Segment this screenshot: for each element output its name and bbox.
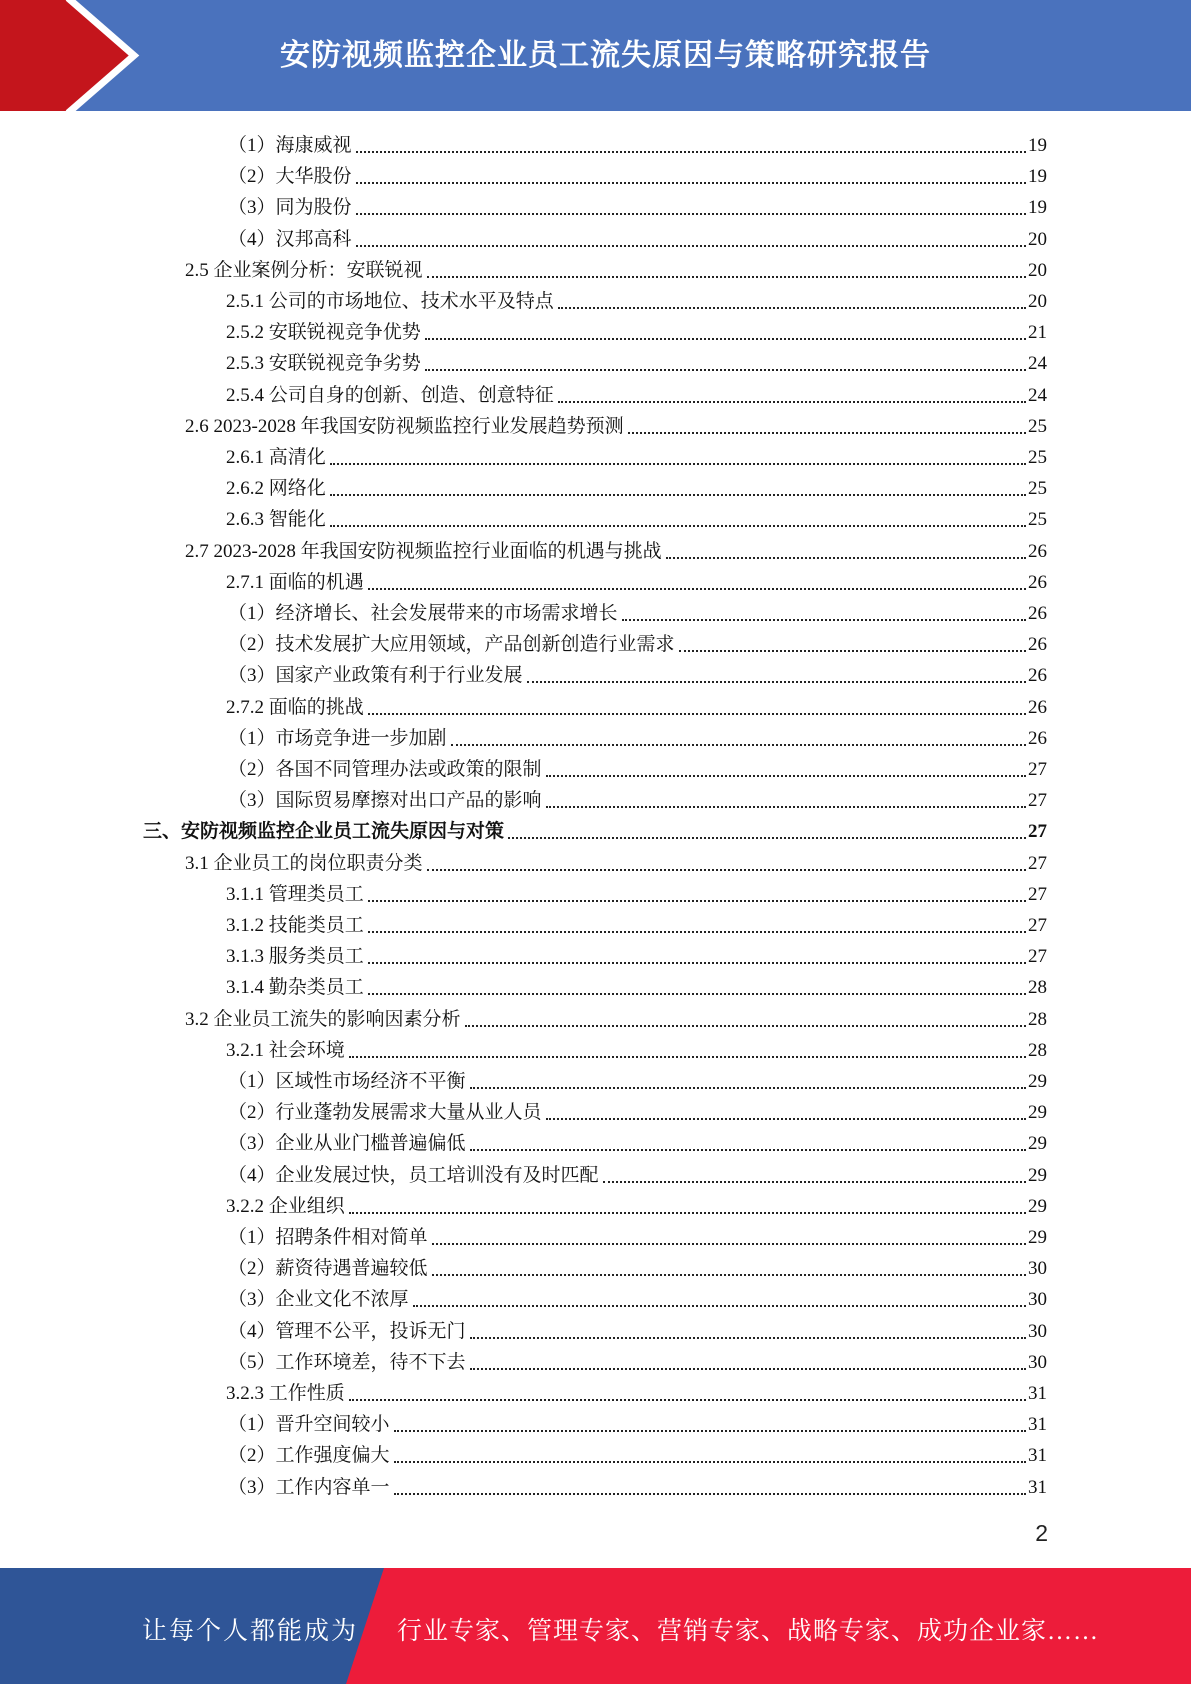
toc-entry-page: 30 <box>1028 1321 1047 1342</box>
toc-entry[interactable] <box>226 439 1047 470</box>
toc-entry-page: 29 <box>1028 1227 1047 1248</box>
toc-entry-page: 30 <box>1028 1352 1047 1373</box>
dot-leader <box>330 494 1026 496</box>
toc-entry-page: 21 <box>1028 322 1047 343</box>
dot-leader <box>394 1430 1026 1432</box>
toc-entry-page: 29 <box>1028 1102 1047 1123</box>
dot-leader <box>628 432 1026 434</box>
toc-entry-title: （3）企业文化不浓厚 <box>228 1289 409 1310</box>
dot-leader <box>330 463 1026 465</box>
toc-entry-title: （1）招聘条件相对简单 <box>228 1227 428 1248</box>
dot-leader <box>368 993 1026 995</box>
toc-entry-title: （2）各国不同管理办法或政策的限制 <box>228 759 542 780</box>
toc-entry-title: 2.7 2023-2028 年我国安防视频监控行业面临的机遇与挑战 <box>185 541 662 562</box>
footer-slogan-left: 让每个人都能成为 <box>142 1618 359 1645</box>
toc-entry[interactable] <box>228 657 1047 688</box>
toc-entry-page: 25 <box>1028 447 1047 468</box>
dot-leader <box>425 369 1026 371</box>
toc-entry-page: 29 <box>1028 1133 1047 1154</box>
toc-entry-title: （2）行业蓬勃发展需求大量从业人员 <box>228 1102 542 1123</box>
toc-entry-page: 29 <box>1028 1165 1047 1186</box>
toc-entry[interactable] <box>226 1188 1047 1219</box>
dot-leader <box>427 276 1026 278</box>
dot-leader <box>368 713 1026 715</box>
toc-entry-page: 27 <box>1028 884 1047 905</box>
dot-leader <box>527 681 1026 683</box>
toc-entry-page: 30 <box>1028 1258 1047 1279</box>
toc-entry[interactable] <box>228 127 1047 158</box>
toc-entry-title: 3.2.2 企业组织 <box>226 1196 345 1217</box>
toc-entry[interactable] <box>228 1094 1047 1125</box>
toc-entry-page: 31 <box>1028 1445 1047 1466</box>
toc-entry[interactable] <box>226 345 1047 376</box>
toc-entry-page: 27 <box>1028 915 1047 936</box>
dot-leader <box>679 650 1026 652</box>
toc-entry-title: 3.1 企业员工的岗位职责分类 <box>185 853 423 874</box>
toc-entry-title: 3.1.2 技能类员工 <box>226 915 364 936</box>
toc-entry-page: 31 <box>1028 1414 1047 1435</box>
toc-entry[interactable] <box>228 782 1047 813</box>
toc-entry-page: 27 <box>1028 790 1047 811</box>
toc-entry[interactable] <box>228 1313 1047 1344</box>
toc-entry-title: （3）工作内容单一 <box>228 1477 390 1498</box>
toc-entry[interactable] <box>226 1375 1047 1406</box>
toc-entry[interactable] <box>185 252 1047 283</box>
page-header <box>0 0 1191 111</box>
toc-entry-title: 2.5.2 安联锐视竞争优势 <box>226 322 421 343</box>
toc-entry-title: （3）企业从业门槛普遍偏低 <box>228 1133 466 1154</box>
toc-entry-title: （1）海康威视 <box>228 135 352 156</box>
toc-entry-page: 20 <box>1028 291 1047 312</box>
dot-leader <box>368 931 1026 933</box>
toc-entry-page: 26 <box>1028 697 1047 718</box>
toc-entry-title: （1）区域性市场经济不平衡 <box>228 1071 466 1092</box>
toc-entry[interactable] <box>228 1157 1047 1188</box>
toc-entry[interactable] <box>226 470 1047 501</box>
dot-leader <box>558 307 1026 309</box>
toc-entry-title: 2.5.3 安联锐视竞争劣势 <box>226 353 421 374</box>
toc-entry[interactable] <box>143 813 1047 844</box>
toc-entry-title: （3）同为股份 <box>228 197 352 218</box>
toc-entry-page: 31 <box>1028 1477 1047 1498</box>
toc-entry-title: （3）国际贸易摩擦对出口产品的影响 <box>228 790 542 811</box>
toc-entry-title: 3.2.3 工作性质 <box>226 1383 345 1404</box>
report-title: 安防视频监控企业员工流失原因与策略研究报告 <box>280 38 931 73</box>
dot-leader <box>546 806 1026 808</box>
toc-entry-title: 3.2 企业员工流失的影响因素分析 <box>185 1009 461 1030</box>
toc-entry[interactable] <box>228 595 1047 626</box>
page-footer <box>0 1568 1191 1684</box>
dot-leader <box>330 525 1026 527</box>
toc-entry[interactable] <box>228 720 1047 751</box>
dot-leader <box>470 1337 1026 1339</box>
toc-entry-page: 24 <box>1028 353 1047 374</box>
toc-entry-title: 2.6.2 网络化 <box>226 478 326 499</box>
toc-entry[interactable] <box>226 938 1047 969</box>
toc-entry[interactable] <box>226 314 1047 345</box>
dot-leader <box>465 1025 1026 1027</box>
toc-entry-title: （4）企业发展过快，员工培训没有及时匹配 <box>228 1165 599 1186</box>
dot-leader <box>356 151 1026 153</box>
toc-entry[interactable] <box>228 1125 1047 1156</box>
toc-entry-title: 2.7.1 面临的机遇 <box>226 572 364 593</box>
page-number: 2 <box>1035 1520 1048 1546</box>
toc-entry-page: 19 <box>1028 135 1047 156</box>
toc-entry-page: 24 <box>1028 385 1047 406</box>
toc-entry-title: 2.6.1 高清化 <box>226 447 326 468</box>
toc-entry[interactable] <box>185 408 1047 439</box>
dot-leader <box>425 338 1026 340</box>
toc-entry[interactable] <box>185 845 1047 876</box>
dot-leader <box>546 775 1026 777</box>
dot-leader <box>508 837 1026 839</box>
toc-entry-page: 25 <box>1028 509 1047 530</box>
toc-entry-page: 19 <box>1028 166 1047 187</box>
toc-entry-title: （3）国家产业政策有利于行业发展 <box>228 665 523 686</box>
toc-entry-title: 2.5 企业案例分析：安联锐视 <box>185 260 423 281</box>
toc-entry-page: 26 <box>1028 665 1047 686</box>
toc-entry[interactable] <box>226 501 1047 532</box>
dot-leader <box>368 588 1026 590</box>
toc-entry-title: 2.5.1 公司的市场地位、技术水平及特点 <box>226 291 554 312</box>
toc-entry-page: 27 <box>1028 759 1047 780</box>
toc-entry[interactable] <box>228 1437 1047 1468</box>
toc-entry-title: 2.5.4 公司自身的创新、创造、创意特征 <box>226 385 554 406</box>
toc-entry[interactable] <box>185 533 1047 564</box>
toc-entry-title: （5）工作环境差，待不下去 <box>228 1352 466 1373</box>
toc-entry-page: 26 <box>1028 603 1047 624</box>
toc-entry-page: 29 <box>1028 1071 1047 1092</box>
toc-entry-page: 25 <box>1028 478 1047 499</box>
dot-leader <box>558 401 1026 403</box>
toc-entry-title: 2.6.3 智能化 <box>226 509 326 530</box>
dot-leader <box>432 1274 1026 1276</box>
toc-entry-page: 26 <box>1028 634 1047 655</box>
toc-entry-page: 26 <box>1028 728 1047 749</box>
toc-entry-page: 30 <box>1028 1289 1047 1310</box>
toc-entry-page: 27 <box>1028 946 1047 967</box>
toc-entry-title: （2）薪资待遇普遍较低 <box>228 1258 428 1279</box>
toc-entry[interactable] <box>226 564 1047 595</box>
toc-entry[interactable] <box>228 1281 1047 1312</box>
dot-leader <box>394 1461 1026 1463</box>
toc-entry[interactable] <box>185 1001 1047 1032</box>
dot-leader <box>349 1399 1026 1401</box>
dot-leader <box>394 1493 1026 1495</box>
dot-leader <box>356 213 1026 215</box>
toc-entry-title: 2.6 2023-2028 年我国安防视频监控行业发展趋势预测 <box>185 416 624 437</box>
toc-entry-title: （1）晋升空间较小 <box>228 1414 390 1435</box>
toc-entry-title: 3.1.4 勤杂类员工 <box>226 977 364 998</box>
footer-slogan-right: 行业专家、管理专家、营销专家、战略专家、成功企业家…… <box>397 1618 1100 1645</box>
toc-entry-title: （4）汉邦高科 <box>228 229 352 250</box>
toc-entry-title: 2.7.2 面临的挑战 <box>226 697 364 718</box>
dot-leader <box>451 744 1026 746</box>
toc-entry-title: （1）市场竞争进一步加剧 <box>228 728 447 749</box>
toc-entry[interactable] <box>228 158 1047 189</box>
toc-entry-title: （2）技术发展扩大应用领域，产品创新创造行业需求 <box>228 634 675 655</box>
toc-entry[interactable] <box>226 1032 1047 1063</box>
dot-leader <box>349 1056 1026 1058</box>
toc-entry-page: 26 <box>1028 572 1047 593</box>
toc-entry[interactable] <box>226 689 1047 720</box>
toc-entry-page: 19 <box>1028 197 1047 218</box>
dot-leader <box>349 1212 1026 1214</box>
dot-leader <box>368 962 1026 964</box>
dot-leader <box>470 1149 1026 1151</box>
toc-entry[interactable] <box>228 751 1047 782</box>
dot-leader <box>603 1181 1026 1183</box>
toc-entry[interactable] <box>226 283 1047 314</box>
toc-entry-page: 20 <box>1028 229 1047 250</box>
dot-leader <box>432 1243 1026 1245</box>
toc-entry-title: （1）经济增长、社会发展带来的市场需求增长 <box>228 603 618 624</box>
toc-entry[interactable] <box>226 876 1047 907</box>
dot-leader <box>356 182 1026 184</box>
dot-leader <box>427 869 1026 871</box>
toc-entry-title: 三、安防视频监控企业员工流失原因与对策 <box>143 821 505 842</box>
toc-entry-page: 27 <box>1028 821 1047 842</box>
dot-leader <box>470 1087 1026 1089</box>
dot-leader <box>368 900 1026 902</box>
toc-entry-page: 31 <box>1028 1383 1047 1404</box>
dot-leader <box>413 1305 1026 1307</box>
toc-entry-title: （2）工作强度偏大 <box>228 1445 390 1466</box>
toc-entry[interactable] <box>228 1406 1047 1437</box>
toc-entry[interactable] <box>228 189 1047 220</box>
toc-entry[interactable] <box>228 1219 1047 1250</box>
toc-entry-page: 28 <box>1028 1040 1047 1061</box>
toc-entry[interactable] <box>228 1469 1047 1500</box>
toc-entry[interactable] <box>228 1250 1047 1281</box>
toc-entry[interactable] <box>228 1344 1047 1375</box>
toc-entry[interactable] <box>226 377 1047 408</box>
toc-entry-title: （4）管理不公平，投诉无门 <box>228 1321 466 1342</box>
toc-entry-title: 3.1.1 管理类员工 <box>226 884 364 905</box>
toc-entry-title: （2）大华股份 <box>228 166 352 187</box>
toc-entry[interactable] <box>228 626 1047 657</box>
toc-entry-page: 25 <box>1028 416 1047 437</box>
toc-entry-title: 3.2.1 社会环境 <box>226 1040 345 1061</box>
toc-entry[interactable] <box>228 221 1047 252</box>
toc-entry-page: 27 <box>1028 853 1047 874</box>
toc-entry-page: 28 <box>1028 1009 1047 1030</box>
toc-entry-page: 20 <box>1028 260 1047 281</box>
dot-leader <box>666 557 1026 559</box>
toc-entry[interactable] <box>228 1063 1047 1094</box>
dot-leader <box>546 1118 1026 1120</box>
toc-entry[interactable] <box>226 907 1047 938</box>
toc-entry-page: 28 <box>1028 977 1047 998</box>
toc-entry-page: 29 <box>1028 1196 1047 1217</box>
toc-entry-page: 26 <box>1028 541 1047 562</box>
dot-leader <box>470 1368 1026 1370</box>
dot-leader <box>622 619 1026 621</box>
toc-entry-title: 3.1.3 服务类员工 <box>226 946 364 967</box>
toc-entry[interactable] <box>226 969 1047 1000</box>
dot-leader <box>356 245 1026 247</box>
